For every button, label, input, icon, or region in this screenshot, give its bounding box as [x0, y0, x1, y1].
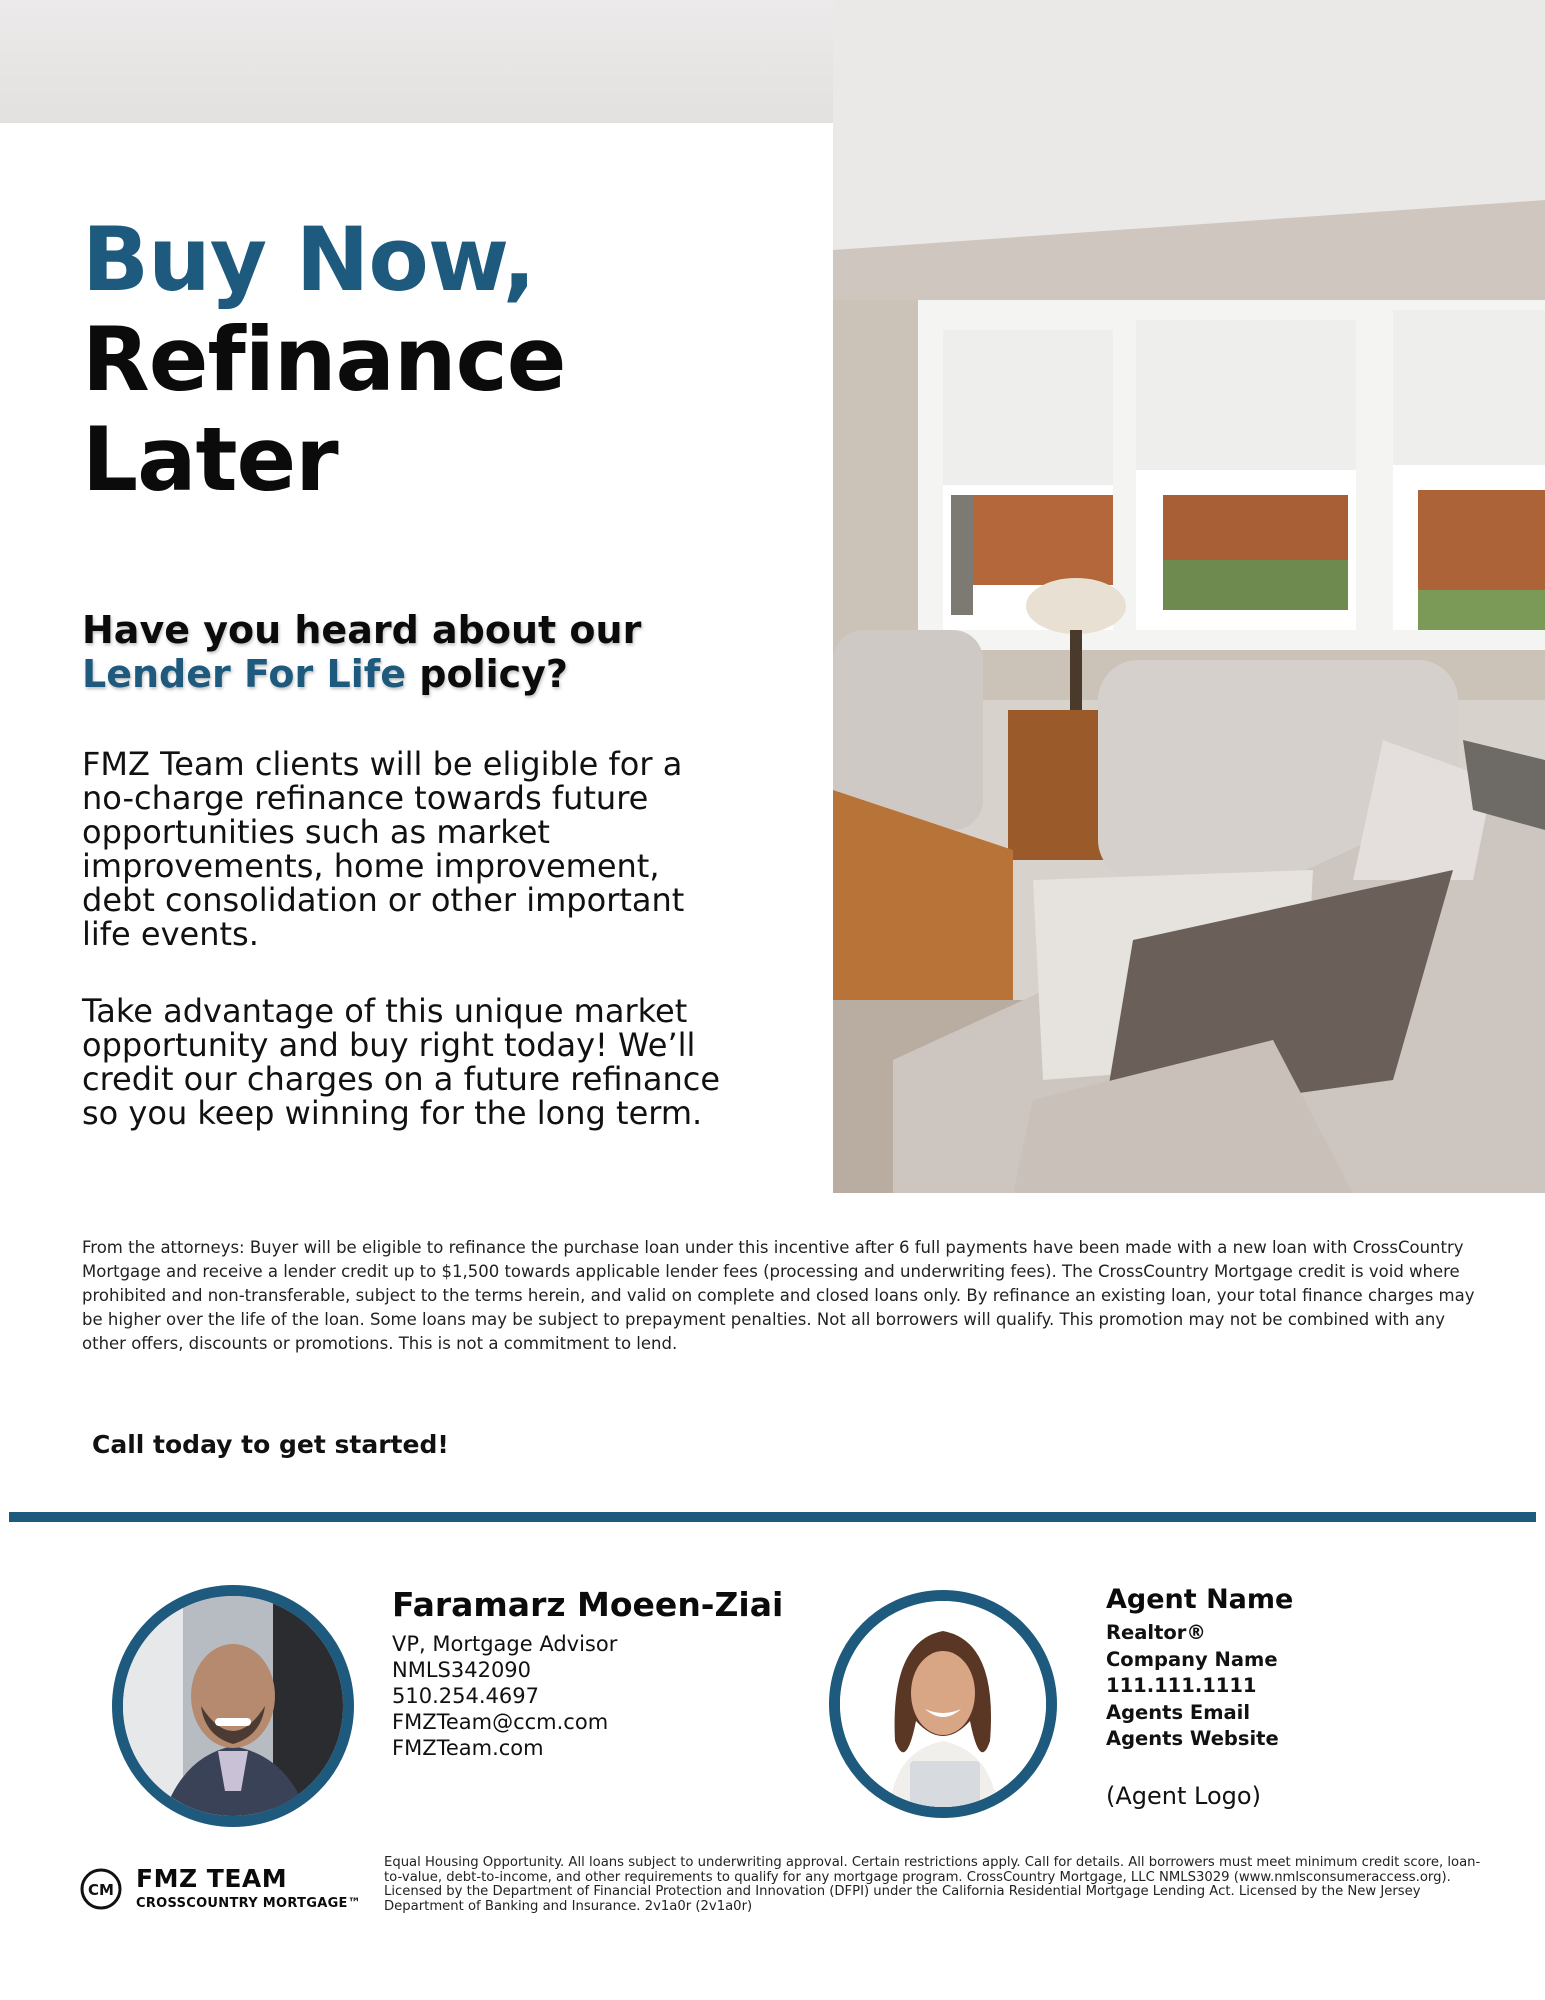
headline	[82, 210, 565, 510]
advisor-contact	[392, 1585, 783, 1761]
lender-for-life-question	[82, 608, 641, 696]
section-divider	[9, 1512, 1536, 1522]
fmz-team-logo	[80, 1860, 380, 1920]
agent-contact	[1106, 1584, 1293, 1753]
agent-title: Realtor®	[1106, 1621, 1206, 1644]
equal-housing-legal: Equal Housing Opportunity. All loans subject to underwriting approval. Certain restrictions apply. Call for details. All borrowers must meet minimum credit score, loan-to-value, debt-to-income, and other requirements to qualify for any mortgage program. CrossCountry Mortgage, LLC NMLS3029 (www.nmlsconsumeraccess.org). Licensed by the Department of Financial Protection and Innovation (DFPI) under the California Residential Mortgage Lending Act. Licensed by the New Jersey Department of Banking and Insurance. 2v1a0r (2v1a0r)	[384, 1855, 1481, 1914]
advisor-website: FMZTeam.com	[392, 1736, 544, 1760]
agent-email: Agents Email	[1106, 1700, 1251, 1724]
advisor-name: Faramarz Moeen-Ziai	[392, 1585, 784, 1624]
headline-line-3: Later	[82, 408, 338, 511]
advisor-phone: 510.254.4697	[392, 1684, 539, 1708]
living-room-photo	[833, 0, 1545, 1193]
question-line-2	[82, 652, 641, 696]
opportunity-paragraph: Take advantage of this unique market opportunity and buy right today! We’ll credit our charges on a future refinance so you keep winning for the long term.	[82, 992, 721, 1132]
agent-name: Agent Name	[1106, 1584, 1294, 1615]
question-line-2-rest: policy?	[406, 652, 568, 696]
question-line-1: Have you heard about our	[82, 608, 642, 652]
agent-website: Agents Website	[1106, 1727, 1279, 1750]
agent-photo	[829, 1590, 1057, 1818]
agent-phone: 111.111.1111	[1106, 1674, 1257, 1697]
crosscountry-mortgage-mark-icon	[80, 1868, 122, 1910]
advisor-email: FMZTeam@ccm.com	[392, 1710, 609, 1734]
logo-mark-text: CM	[88, 1881, 114, 1899]
lender-for-life-highlight: Lender For Life	[82, 652, 407, 696]
advisor-nmls: NMLS342090	[392, 1658, 532, 1682]
agent-logo-placeholder: (Agent Logo)	[1106, 1782, 1261, 1810]
eligibility-paragraph: FMZ Team clients will be eligible for a no-charge refinance towards future opportunities such as market improvements, home improvement, debt consolidation or other important life events.	[82, 745, 685, 953]
headline-line-1: Buy Now,	[82, 208, 535, 311]
agent-company: Company Name	[1106, 1647, 1278, 1671]
call-to-action: Call today to get started!	[92, 1430, 449, 1459]
attorney-disclaimer: From the attorneys: Buyer will be eligible to refinance the purchase loan under this incentive after 6 full payments have been made with a new loan with CrossCountry Mortgage and receive a lender credit up to $1,500 towards applicable lender fees (processing and underwriting fees). The CrossCountry Mortgage credit is void where prohibited and non-transferable, subject to the terms herein, and valid on complete and closed loans only. By refinance an existing loan, your total finance charges may be higher over the life of the loan. Some loans may be subject to prepayment penalties. Not all borrowers will qualify. This promotion may not be combined with any other offers, discounts or promotions. This is not a commitment to lend.	[82, 1238, 1475, 1353]
headline-line-2: Refinance	[82, 308, 566, 411]
brand-company: CROSSCOUNTRY MORTGAGE™	[136, 1896, 362, 1911]
advisor-photo	[112, 1585, 354, 1827]
advisor-title: VP, Mortgage Advisor	[392, 1632, 618, 1656]
brand-team: FMZ TEAM	[136, 1864, 288, 1893]
